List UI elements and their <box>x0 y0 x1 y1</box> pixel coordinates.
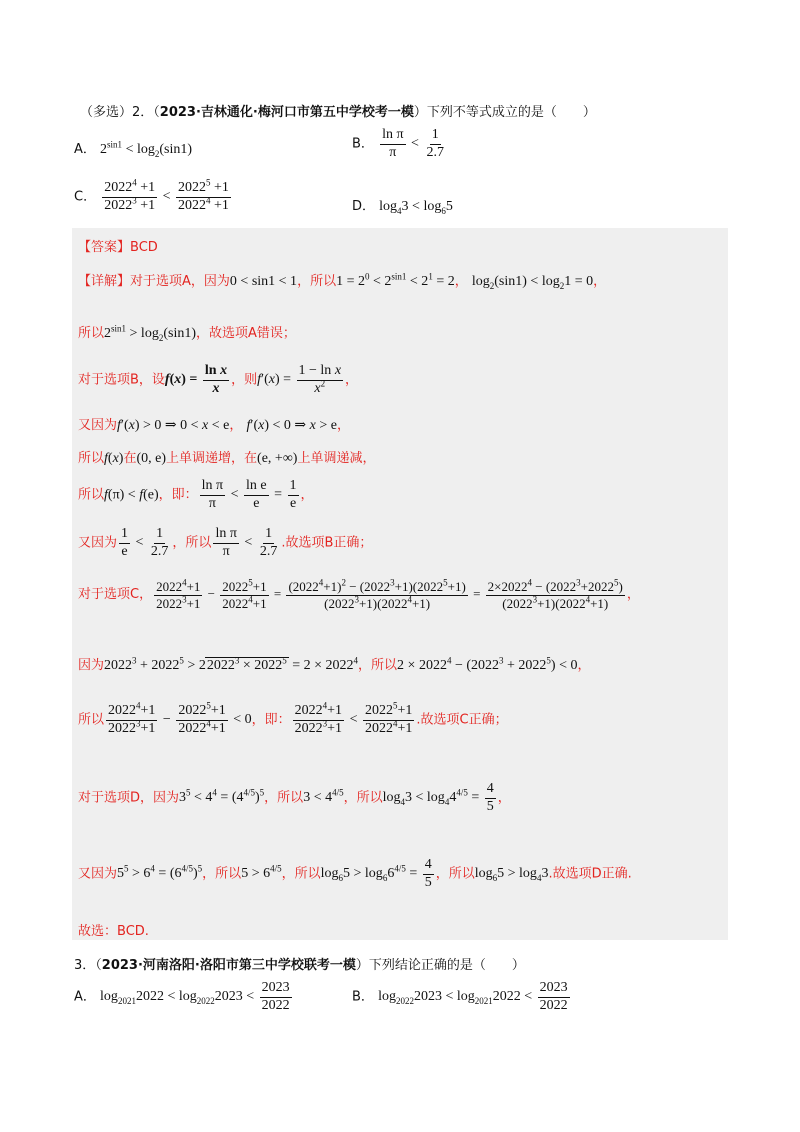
solution-line-b2: 又因为f′(x) > 0 ⇒ 0 < x < e， f′(x) < 0 ⇒ x > e， <box>78 418 351 433</box>
solution-conclusion: 故选：BCD. <box>78 924 149 939</box>
option-a: A． $2^{sin1} < \log_2(\sin 1)$ <box>74 139 193 159</box>
q3-option-a: A． $\log_{2021}2022 < \log_{2022}2023$ < $\frac{2023}{2022}$ <box>74 981 294 1013</box>
option-c-formula: $\frac{2022^4 +1}{2022^3 +1}$ < $\frac{2022^5 +1}{2022^4 +1}$ <box>104 177 229 213</box>
solution-line-c2: 因为$2022^3 + 2022^5 > 22022^3 \times 2022^5 = 2 \times 2022^4$，所以$2 \times 2022^4 - (2022^3 + 2022^5) < 0$， <box>78 655 591 673</box>
q3-option-b-formula: $\log_{2022}2023 < \log_{2021}2022$ < $\frac{2023}{2022}$ <box>378 980 568 1013</box>
option-a-formula: $2^{sin1} < \log_2(\sin 1)$ <box>100 139 193 159</box>
solution-line-b3: 所以f(x)在(0, e)上单调递增，在(e, +∞)上单调递减， <box>78 451 376 466</box>
solution-line-a2: 所以$2^{sin1} > \log_2(\sin 1)$，故选项A错误； <box>78 323 296 343</box>
answer-label: 【答案】BCD <box>78 240 158 255</box>
question-3-source: 2023·河南洛阳·洛阳市第三中学校联考一模 <box>101 958 356 973</box>
solution-line-b4: 所以f(π) < f(e)，即： $\frac{\text{ln π}}{\pi}$ < $\frac{\text{ln e}}{e}$ = $\frac{1}{e}$ ， <box>78 478 314 511</box>
option-c: C． $\frac{2022^4 +1}{2022^3 +1}$ < $\frac{2022^5 +1}{2022^4 +1}$ <box>74 181 233 213</box>
q3-option-a-formula: $\log_{2021}2022 < \log_{2022}2023$ < $\frac{2023}{2022}$ <box>100 980 290 1013</box>
question-2-source: 2023·吉林通化·梅河口市第五中学校考一模 <box>159 105 414 120</box>
option-b: B． $\frac{\text{ln π}}{\pi}$ < $\frac{1}{2.7}$ <box>352 128 448 160</box>
option-b-formula: $\frac{\text{ln π}}{\pi}$ < $\frac{1}{2.7}$ <box>382 127 444 160</box>
solution-line-d1: 对于选项D，因为$3^5 < 4^4 = (4^{4/5})^5$，所以$3 < 4^{4/5}$，所以$\log_43 < \log_44^{4/5}$ = $\frac{4}{5}$ ， <box>78 781 511 814</box>
solution-line-b5: 又因为 $\frac{1}{e}$ < $\frac{1}{2.7}$ ，所以 $\frac{\text{ln π}}{\pi}$ < $\frac{1}{2.7}$ .故选项B正确； <box>78 526 373 559</box>
question-2-stem: （多选）2．（2023·吉林通化·梅河口市第五中学校考一模）下列不等式成立的是（ ） <box>80 105 596 120</box>
question-3-stem: 3．（2023·河南洛阳·洛阳市第三中学校联考一模）下列结论正确的是（ ） <box>74 958 525 973</box>
solution-line-c3: 所以 $\frac{2022^4+1}{2022^3+1}$ − $\frac{2022^5+1}{2022^4+1}$ < 0，即： $\frac{2022^4+1}{2022^3+1}$ < $\frac{2022^5+1}{2022^4+1}$ .故选项C正确； <box>78 700 508 736</box>
q3-option-b: B． $\log_{2022}2023 < \log_{2021}2022$ < $\frac{2023}{2022}$ <box>352 981 572 1013</box>
solution-line-c1: 对于选项C， $\frac{2022^4+1}{2022^3+1}$ − $\frac{2022^5+1}{2022^4+1}$ = $\frac{(2022^4+1)^2 - (2022^3+1)(2022^5+1)}{(2022^3+1)(2022^4+1)}$ = $\frac{2\times 2022^4 - (2022^3+2022^5)}{(2022^3+1)(2022^4+1)}$ ， <box>78 577 640 611</box>
option-d-formula: $\log_43 < \log_65$ <box>379 199 453 216</box>
solution-line-d2: 又因为$5^5 > 6^4 = (6^{4/5})^5$，所以$5 > 6^{4/5}$，所以$\log_65 > \log_66^{4/5}$ = $\frac{4}{5}$ ，所以$\log_65 > \log_43$.故选项D正确. <box>78 857 632 890</box>
solution-line-a1: 【详解】对于选项A，因为0 < sin1 < 1，所以$1 = 2^0 < 2^{sin1} < 2^1 = 2$， $\log_2(\sin 1) < \log_21 = 0$， <box>78 271 607 291</box>
option-d: D． $\log_43 < \log_65$ <box>352 199 453 216</box>
solution-line-b1: 对于选项B，设f(x) = $\frac{\text{ln x}}{x}$ ，则f′(x) = $\frac{\text{1 − ln x}}{x^2}$ ， <box>78 363 359 396</box>
